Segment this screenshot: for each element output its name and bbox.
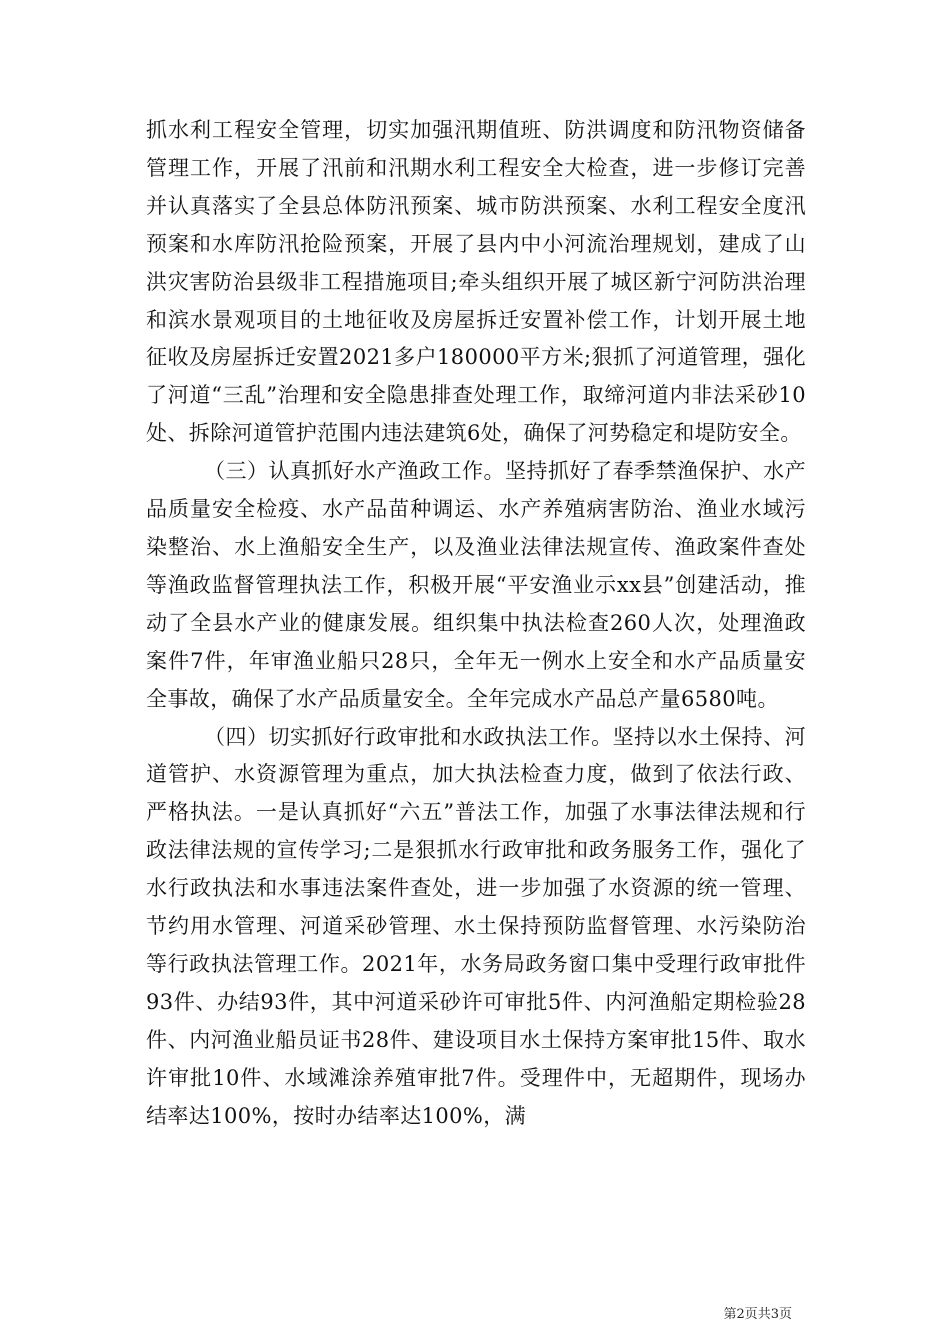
paragraph-administrative-approval: （四）切实抓好行政审批和水政执法工作。坚持以水土保持、河道管护、水资源管理为重点，加大执法检查力度，做到了依法行政、严格执法。一是认真抓好“六五”普法工作，加强了水事法律法规和行政法律法规的宣传学习;二是狠抓水行政审批和政务服务工作，强化了水行政执法和水事违法案件查处，进一步加强了水资源的统一管理、节约用水管理、河道采砂管理、水土保持预防监督管理、水污染防治等行政执法管理工作。2021年，水务局政务窗口集中受理行政审批件93件、办结93件，其中河道采砂许可审批5件、内河渔船定期检验28件、内河渔业船员证书28件、建设项目水土保持方案审批15件、取水许审批10件、水域滩涂养殖审批7件。受理件中，无超期件，现场办结率达100%，按时办结率达100%，满 [146, 724, 806, 1128]
paragraph-fishery-administration: （三）认真抓好水产渔政工作。坚持抓好了春季禁渔保护、水产品质量安全检疫、水产品苗种调运、水产养殖病害防治、渔业水域污染整治、水上渔船安全生产，以及渔业法律法规宣传、渔政案件查处等渔政监督管理执法工作，积极开展“平安渔业示xx县”创建活动，推动了全县水产业的健康发展。组织集中执法检查260人次，处理渔政案件7件，年审渔业船只28只，全年无一例水上安全和水产品质量安全事故，确保了水产品质量安全。全年完成水产品总产量6580吨。 [146, 459, 806, 711]
paragraph-water-engineering: 抓水利工程安全管理，切实加强汛期值班、防洪调度和防汛物资储备管理工作，开展了汛前和汛期水利工程安全大检查，进一步修订完善并认真落实了全县总体防汛预案、城市防洪预案、水利工程安全度汛预案和水库防汛抢险预案，开展了县内中小河流治理规划，建成了山洪灾害防治县级非工程措施项目;牵头组织开展了城区新宁河防洪治理和滨水景观项目的土地征收及房屋拆迁安置补偿工作，计划开展土地征收及房屋拆迁安置2021多户180000平方米;狠抓了河道管理，强化了河道“三乱”治理和安全隐患排查处理工作，取缔河道内非法采砂10处、拆除河道管护范围内违法建筑6处，确保了河势稳定和堤防安全。 [146, 118, 806, 446]
body-text [146, 112, 806, 1135]
page-number: 第2页共3页 [723, 1307, 792, 1322]
